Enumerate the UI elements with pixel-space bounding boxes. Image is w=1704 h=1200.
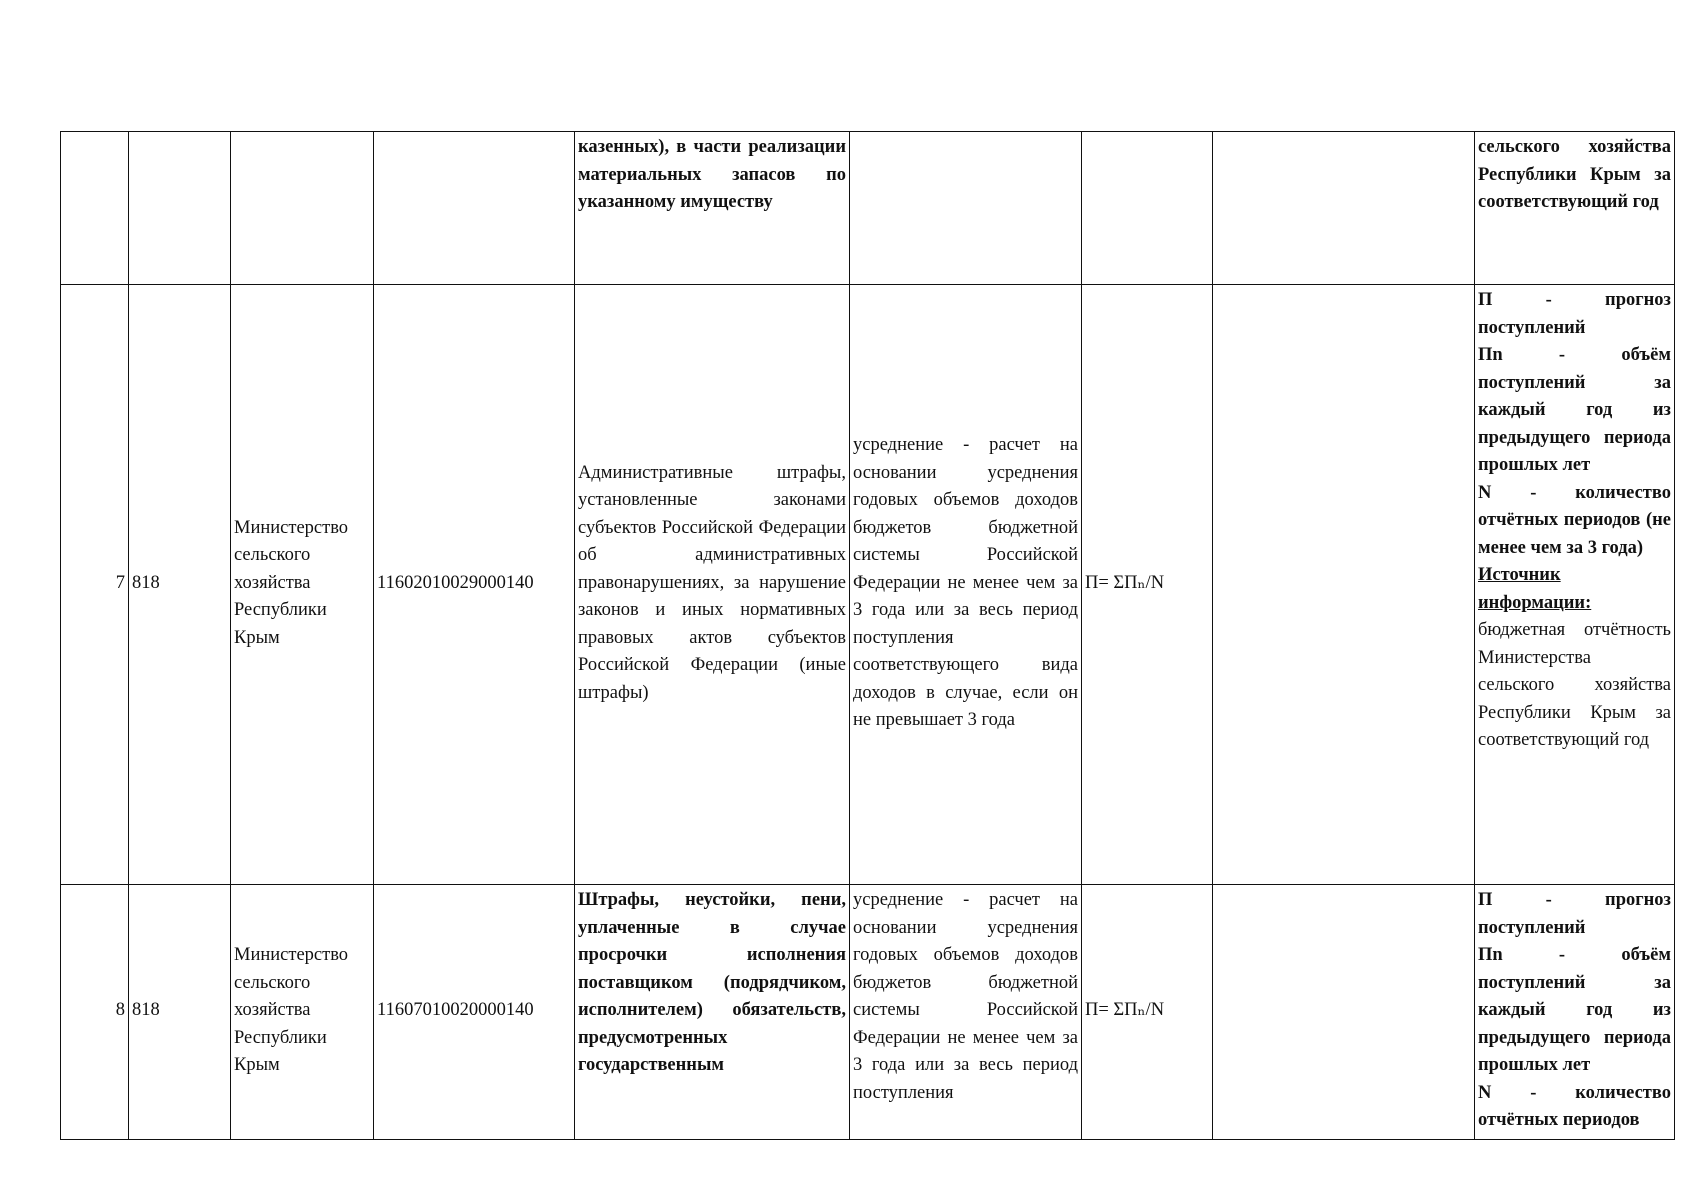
extra-cell <box>1213 132 1475 285</box>
formula-cell: П= ΣПₙ/N <box>1082 885 1213 1140</box>
forecast-definition: П - прогноз поступлений <box>1478 890 1671 938</box>
method-cell <box>850 132 1082 285</box>
method-cell: усреднение - расчет на основании усреднения годовых объемов доходов бюджетов бюджетной системы Российской Федерации не менее чем за 3 года или за весь период поступления <box>850 885 1082 1140</box>
description-cell <box>1475 132 1675 285</box>
method-cell: усреднение - расчет на основании усреднения годовых объемов доходов бюджетов бюджетной системы Российской Федерации не менее чем за 3 года или за весь период поступления соответствующего вида доходов в случае, если он не превышает 3 года <box>850 285 1082 885</box>
row-number-cell: 8 <box>61 885 129 1140</box>
periods-count-definition: N - количество отчётных периодов <box>1478 1082 1671 1130</box>
extra-cell <box>1213 885 1475 1140</box>
description-cell <box>1475 885 1675 1140</box>
kbk-cell: 11607010020000140 <box>374 885 575 1140</box>
code-cell <box>129 132 231 285</box>
row-number-cell: 7 <box>61 285 129 885</box>
annual-volume-definition: Пn - объём поступлений за каждый год из предыдущего периода прошлых лет <box>1478 945 1671 1075</box>
forecast-definition: П - прогноз поступлений <box>1478 290 1671 338</box>
table-row <box>61 285 1675 885</box>
source-label: Источник информации: <box>1478 565 1592 613</box>
table-row <box>61 132 1675 285</box>
annual-volume-definition: Пn - объём поступлений за каждый год из предыдущего периода прошлых лет <box>1478 345 1671 475</box>
description-cell <box>1475 285 1675 885</box>
kbk-cell <box>374 132 575 285</box>
formula-cell <box>1082 132 1213 285</box>
row-number-cell <box>61 132 129 285</box>
revenue-name-cell: казенных), в части реализации материальных запасов по указанному имуществу <box>575 132 850 285</box>
extra-cell <box>1213 285 1475 885</box>
kbk-cell: 11602010029000140 <box>374 285 575 885</box>
periods-count-definition: N - количество отчётных периодов (не менее чем за 3 года) <box>1478 482 1671 558</box>
administrator-cell: Министерство сельского хозяйства Республики Крым <box>231 885 374 1140</box>
code-cell: 818 <box>129 285 231 885</box>
source-text: бюджетная отчётность Министерства сельского хозяйства Республики Крым за соответствующий год <box>1478 620 1671 750</box>
code-cell: 818 <box>129 885 231 1140</box>
revenue-name-cell: Административные штрафы, установленные законами субъектов Российской Федерации об административных правонарушениях, за нарушение законов и иных нормативных правовых актов субъектов Российской Федерации (иные штрафы) <box>575 285 850 885</box>
revenue-forecast-table <box>60 131 1675 1140</box>
administrator-cell: Министерство сельского хозяйства Республики Крым <box>231 285 374 885</box>
formula-cell: П= ΣПₙ/N <box>1082 285 1213 885</box>
description-text: сельского хозяйства Республики Крым за соответствующий год <box>1478 137 1671 212</box>
table-row <box>61 885 1675 1140</box>
administrator-cell <box>231 132 374 285</box>
revenue-name-cell: Штрафы, неустойки, пени, уплаченные в случае просрочки исполнения поставщиком (подрядчиком, исполнителем) обязательств, предусмотренных государственным <box>575 885 850 1140</box>
